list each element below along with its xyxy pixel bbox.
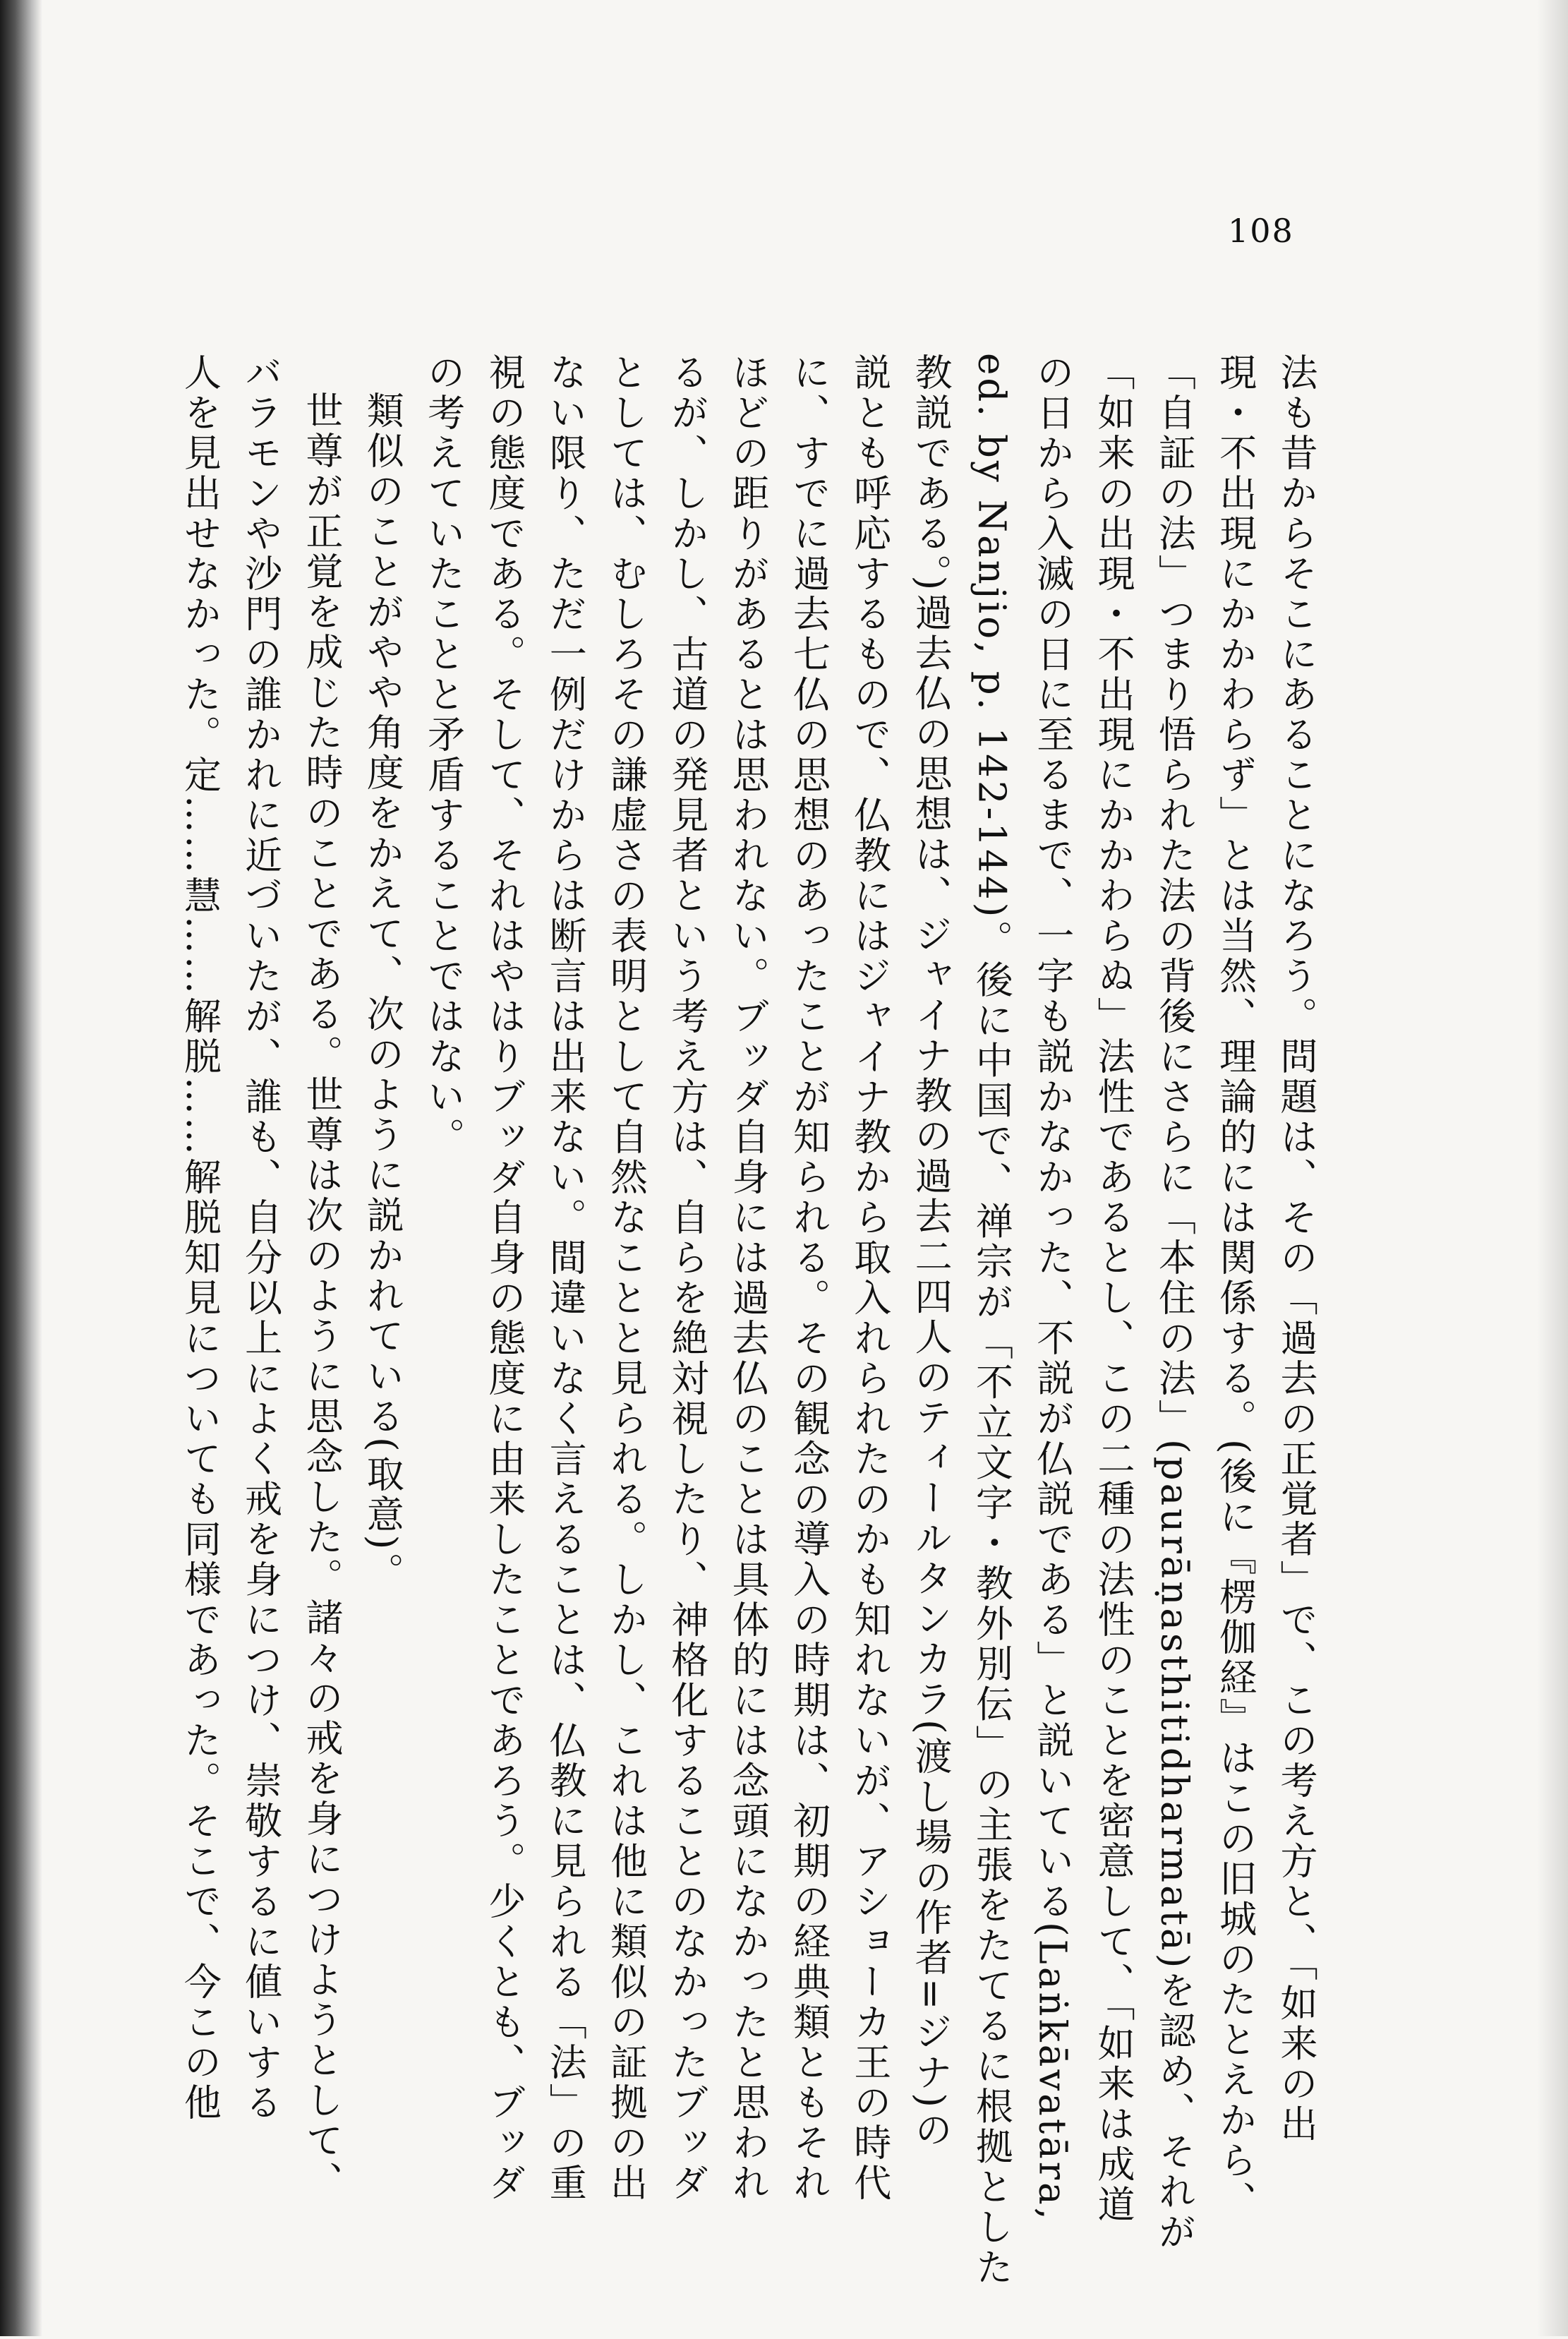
text-line: 人を見出せなかった。定……慧……解脱……解脱知見についても同様であった。そこで、今この他 <box>178 353 222 2123</box>
text-line: バラモンや沙門の誰かれに近づいたが、誰も、自分以上によく戒を身につけ、崇敬するに値いする <box>239 353 282 2123</box>
text-line: の日から入滅の日に至るまで、一字も説かなかった、不説が仏説である」と説いている(Laṅkāvatāra, <box>1030 353 1074 2223</box>
text-line: 類似のことがやや角度をかえて、次のように説かれている(取意)。 <box>361 391 404 1593</box>
text-line: ほどの距りがあるとは思われない。ブッダ自身には過去仏のことは具体的には念頭になかったと思われ <box>726 353 770 2203</box>
text-line: 説とも呼応するもので、仏教にはジャイナ教から取入れられたのかも知れないが、アショーカ王の時代 <box>848 353 891 2203</box>
text-line: 「如来の出現・不出現にかかわらぬ」法性であるとし、この二種の法性のことを密意して、「如来は成道 <box>1092 353 1135 2225</box>
text-line: 世尊が正覚を成じた時のことである。世尊は次のように思念した。諸々の戒を身につけようとして、 <box>299 391 343 2201</box>
text-line: 法も昔からそこにあることになろう。問題は、その「過去の正覚者」で、この考え方と、「如来の出 <box>1274 353 1317 2145</box>
text-line: ない限り、ただ一例だけからは断言は出来ない。間違いなく言えることは、仏教に見られる「法」の重 <box>543 353 587 2203</box>
page-edge <box>1537 0 1568 2336</box>
text-line: ed. by Nanjio, p. 142-144)。後に中国で、禅宗が「不立文字・教外別伝」の主張をたてるに根拠とした <box>970 353 1013 2288</box>
text-line: るが、しかし、古道の発見者という考え方は、自らを絶対視したり、神格化することのなかったブッダ <box>665 353 708 2203</box>
text-line: 「自証の法」つまり悟られた法の背後にさらに「本住の法」(paurāṇasthitidharmatā)を認め、それが <box>1152 353 1196 2253</box>
text-line: の考えていたことと矛盾することではない。 <box>421 353 465 1158</box>
text-line: に、すでに過去七仏の思想のあったことが知られる。その観念の導入の時期は、初期の経典類ともそれ <box>787 353 831 2203</box>
text-line: 現・不出現にかかわらず」とは当然、理論的には関係する。(後に『楞伽経』はこの旧城のたとえから、 <box>1213 353 1257 2221</box>
text-line: としては、むしろその謙虚さの表明として自然なことと見られる。しかし、これは他に類似の証拠の出 <box>604 353 648 2203</box>
body-text <box>169 353 1327 2301</box>
binding-shadow <box>0 0 42 2336</box>
text-line: 教説である。)過去仏の思想は、ジャイナ教の過去二四人のティールタンカラ(渡し場の作者=ジナ)の <box>909 353 953 2151</box>
page-number: 108 <box>1228 212 1294 250</box>
text-line: 視の態度である。そして、それはやはりブッダ自身の態度に由来したことであろう。少くとも、ブッダ <box>482 353 526 2203</box>
